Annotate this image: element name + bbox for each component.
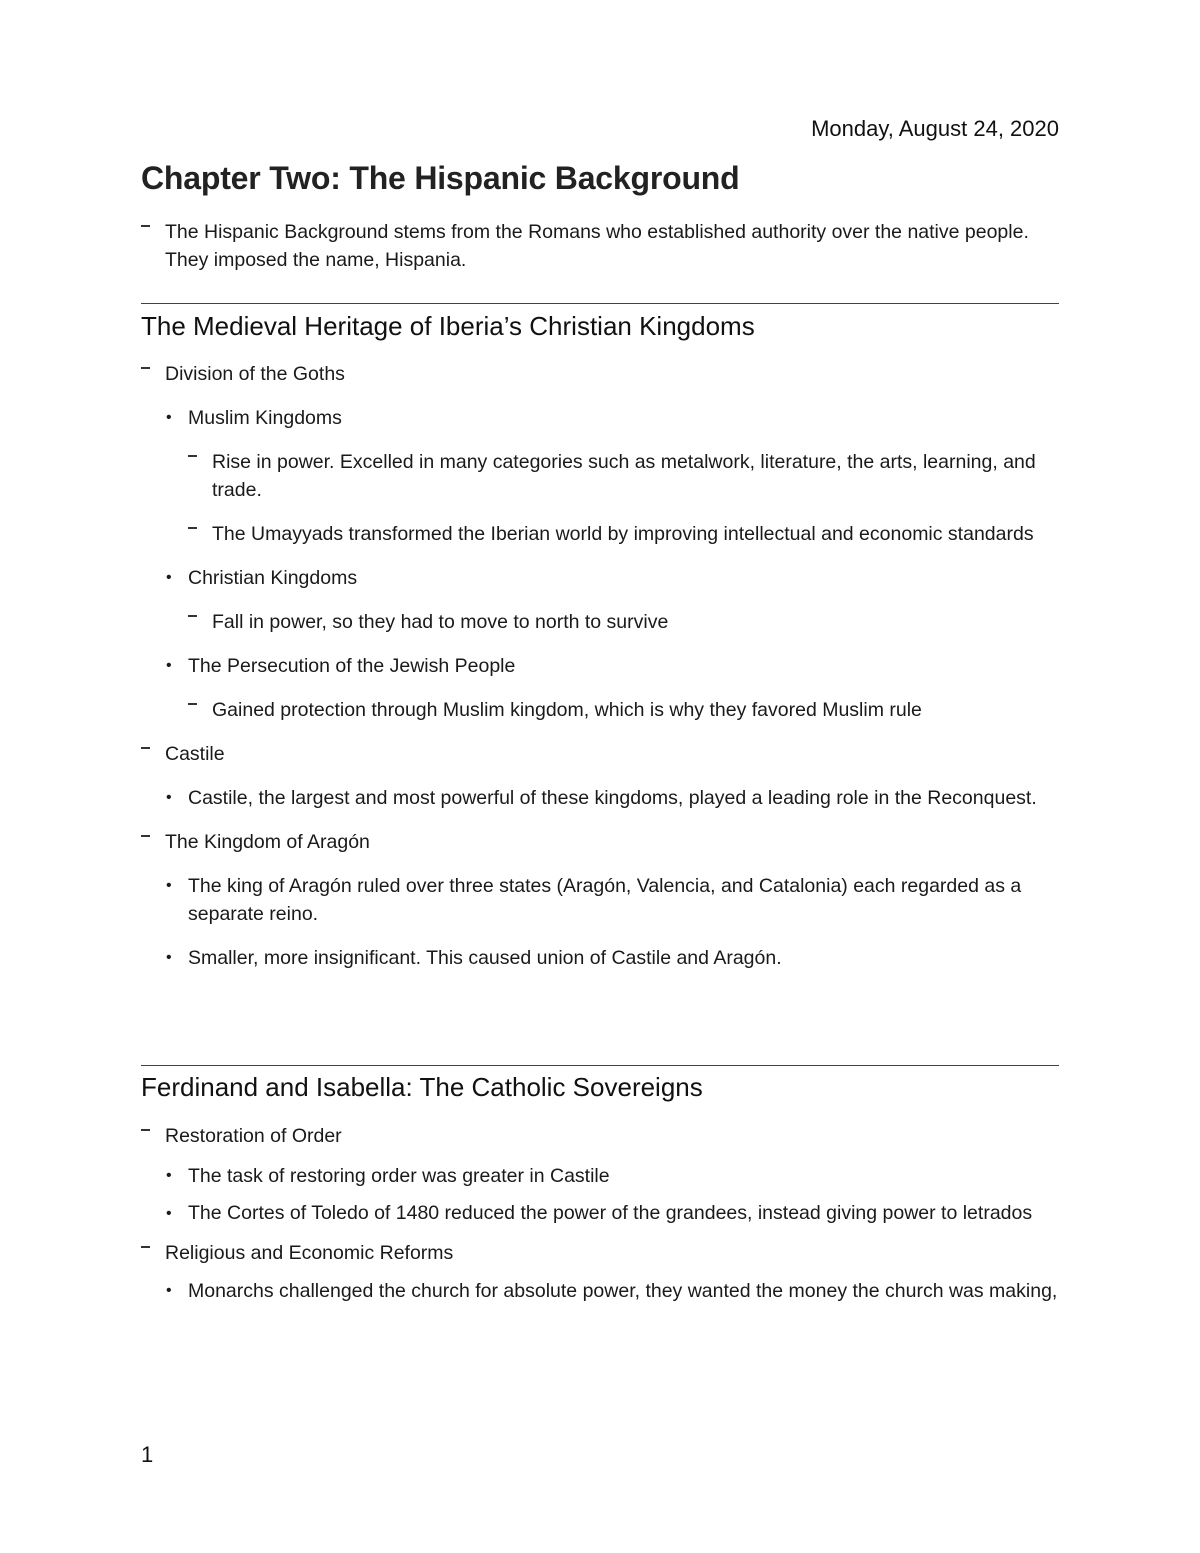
intro-list	[141, 218, 1059, 274]
document-date: Monday, August 24, 2020	[811, 116, 1059, 141]
section-divider	[141, 303, 1059, 304]
dash-marker	[141, 360, 150, 388]
bullet-marker: •	[166, 1205, 172, 1222]
dash-marker	[141, 740, 150, 768]
dash-marker	[188, 696, 197, 724]
dash-marker	[141, 1239, 150, 1267]
list-item: Fall in power, so they had to move to north to survive	[141, 608, 1059, 636]
bullet-marker: •	[166, 409, 172, 426]
list-item: • The king of Aragón ruled over three states (Aragón, Valencia, and Catalonia) each regarded as a separate reino.	[141, 872, 1059, 928]
list-item: • The Cortes of Toledo of 1480 reduced the power of the grandees, instead giving power to letrados	[166, 1202, 1033, 1224]
document-title: Chapter Two: The Hispanic Background	[141, 160, 740, 196]
section-title-catholic-sovereigns: Ferdinand and Isabella: The Catholic Sovereigns	[141, 1072, 703, 1102]
dash-marker	[188, 608, 197, 636]
section-medieval-heritage-list	[141, 360, 1059, 972]
dash-marker	[141, 1122, 150, 1150]
dash-marker	[141, 828, 150, 856]
list-item: • Smaller, more insignificant. This caused union of Castile and Aragón.	[141, 944, 1059, 972]
section-catholic-sovereigns-list	[141, 1122, 1059, 1303]
list-item: • Christian Kingdoms	[141, 564, 1059, 592]
bullet-marker: •	[166, 657, 172, 674]
list-item: Castile	[141, 740, 1059, 768]
dash-marker	[188, 520, 197, 548]
list-item: Rise in power. Excelled in many categories such as metalwork, literature, the arts, learning, and trade.	[141, 448, 1059, 504]
bullet-marker: •	[166, 569, 172, 586]
section-divider	[141, 1065, 1059, 1066]
bullet-marker: •	[166, 1167, 172, 1184]
list-item: • Monarchs challenged the church for absolute power, they wanted the money the church was making,	[166, 1280, 1058, 1302]
list-item: Gained protection through Muslim kingdom, which is why they favored Muslim rule	[141, 696, 1059, 724]
intro-item-text: The Hispanic Background stems from the Romans who established authority over the native people. They imposed the name, Hispania.	[165, 221, 1029, 271]
list-item: • Castile, the largest and most powerful of these kingdoms, played a leading role in the Reconquest.	[141, 784, 1059, 812]
list-item: The Umayyads transformed the Iberian world by improving intellectual and economic standards	[141, 520, 1059, 548]
list-item: • Muslim Kingdoms	[141, 404, 1059, 432]
dash-marker	[141, 218, 150, 246]
list-item: Restoration of Order	[141, 1122, 1059, 1150]
intro-item	[141, 218, 1059, 274]
list-item: • The Persecution of the Jewish People	[141, 652, 1059, 680]
list-item: • The task of restoring order was greater in Castile	[141, 1162, 1059, 1190]
dash-marker	[188, 448, 197, 476]
bullet-marker: •	[166, 789, 172, 806]
list-item: The Kingdom of Aragón	[141, 828, 1059, 856]
bullet-marker: •	[166, 877, 172, 894]
section-title-medieval-heritage: The Medieval Heritage of Iberia’s Christian Kingdoms	[141, 311, 755, 341]
bullet-marker: •	[166, 1282, 172, 1299]
list-item: Division of the Goths	[141, 360, 1059, 388]
page-number: 1	[141, 1442, 154, 1467]
list-item: Religious and Economic Reforms	[141, 1239, 1059, 1267]
bullet-marker: •	[166, 949, 172, 966]
